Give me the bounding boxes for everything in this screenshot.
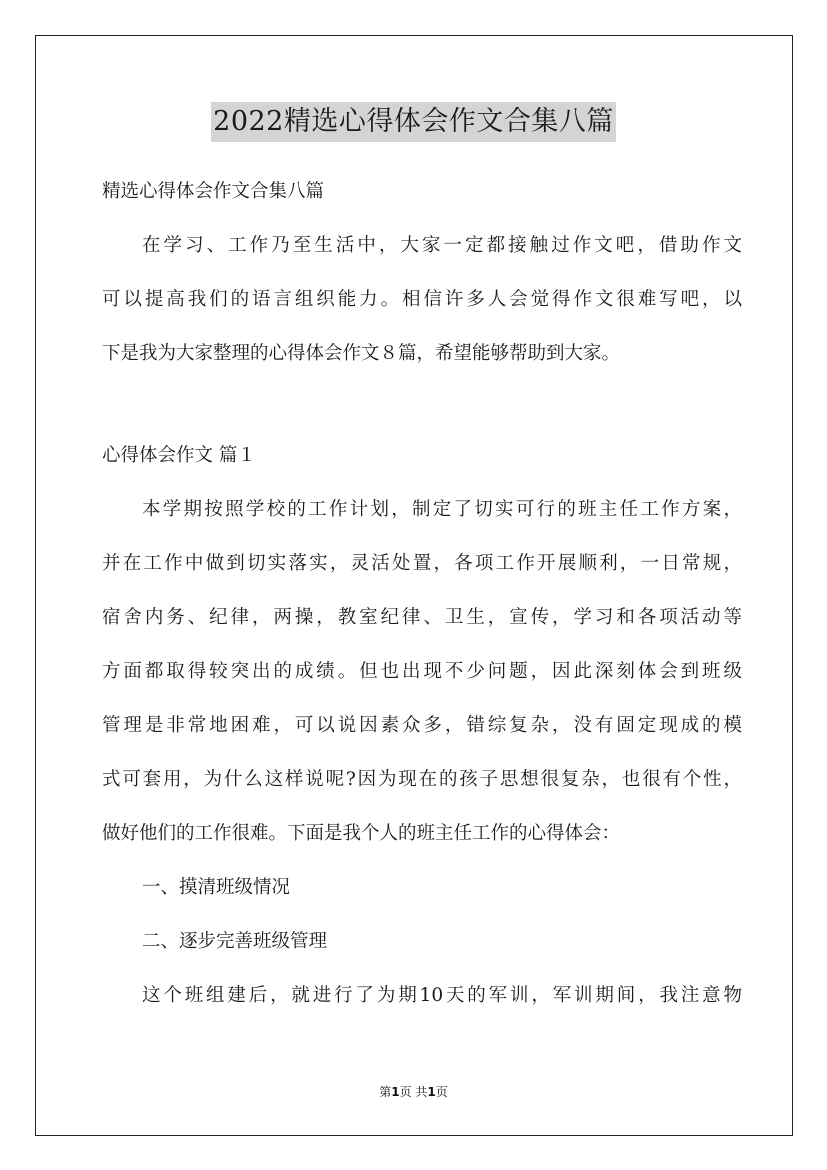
section-heading: 心得体会作文 篇１: [102, 445, 256, 466]
footer-suffix: 页: [435, 1085, 448, 1099]
section-spacer: [102, 386, 742, 434]
paragraph-line-5: 管理是非常地困难，可以说因素众多，错综复杂，没有固定现成的模: [102, 715, 742, 736]
paragraph-line-3: 宿舍内务、纪律，两操，教室纪律、卫生，宣传，学习和各项活动等: [102, 607, 742, 628]
document-subtitle: 精选心得体会作文合集八篇: [102, 181, 325, 202]
intro-line-1: 在学习、工作乃至生活中，大家一定都接触过作文吧，借助作文: [142, 235, 742, 256]
paragraph-line-7: 做好他们的工作很难。下面是我个人的班主任工作的心得体会：: [102, 823, 621, 844]
paragraph-line-6: 式可套用，为什么这样说呢?因为现在的孩子思想很复杂，也很有个性，: [102, 769, 742, 790]
document-title: 2022精选心得体会作文合集八篇: [211, 102, 616, 142]
paragraph-line-1: 本学期按照学校的工作计划，制定了切实可行的班主任工作方案，: [142, 499, 742, 520]
intro-line-2: 可以提高我们的语言组织能力。相信许多人会觉得作文很难写吧，以: [102, 289, 742, 310]
footer-page-number: 1: [391, 1085, 400, 1099]
paragraph-line-4: 方面都取得较突出的成绩。但也出现不少问题，因此深刻体会到班级: [102, 661, 742, 682]
list-item-2: 二、逐步完善班级管理: [142, 931, 328, 952]
page-footer: [0, 1083, 827, 1100]
list-item-1: 一、摸清班级情况: [142, 877, 291, 898]
paragraph-line-2: 并在工作中做到切实落实，灵活处置，各项工作开展顺利，一日常规，: [102, 553, 742, 574]
footer-prefix: 第: [379, 1085, 392, 1099]
footer-total-pages: 1: [427, 1085, 436, 1099]
document-body: [102, 170, 742, 1028]
title-container: [0, 102, 827, 142]
paragraph-last-line: 这个班组建后，就进行了为期10天的军训，军训期间，我注意物: [142, 985, 742, 1006]
intro-line-3: 下是我为大家整理的心得体会作文８篇，希望能够帮助到大家。: [102, 343, 621, 364]
footer-mid: 页 共: [399, 1085, 428, 1099]
